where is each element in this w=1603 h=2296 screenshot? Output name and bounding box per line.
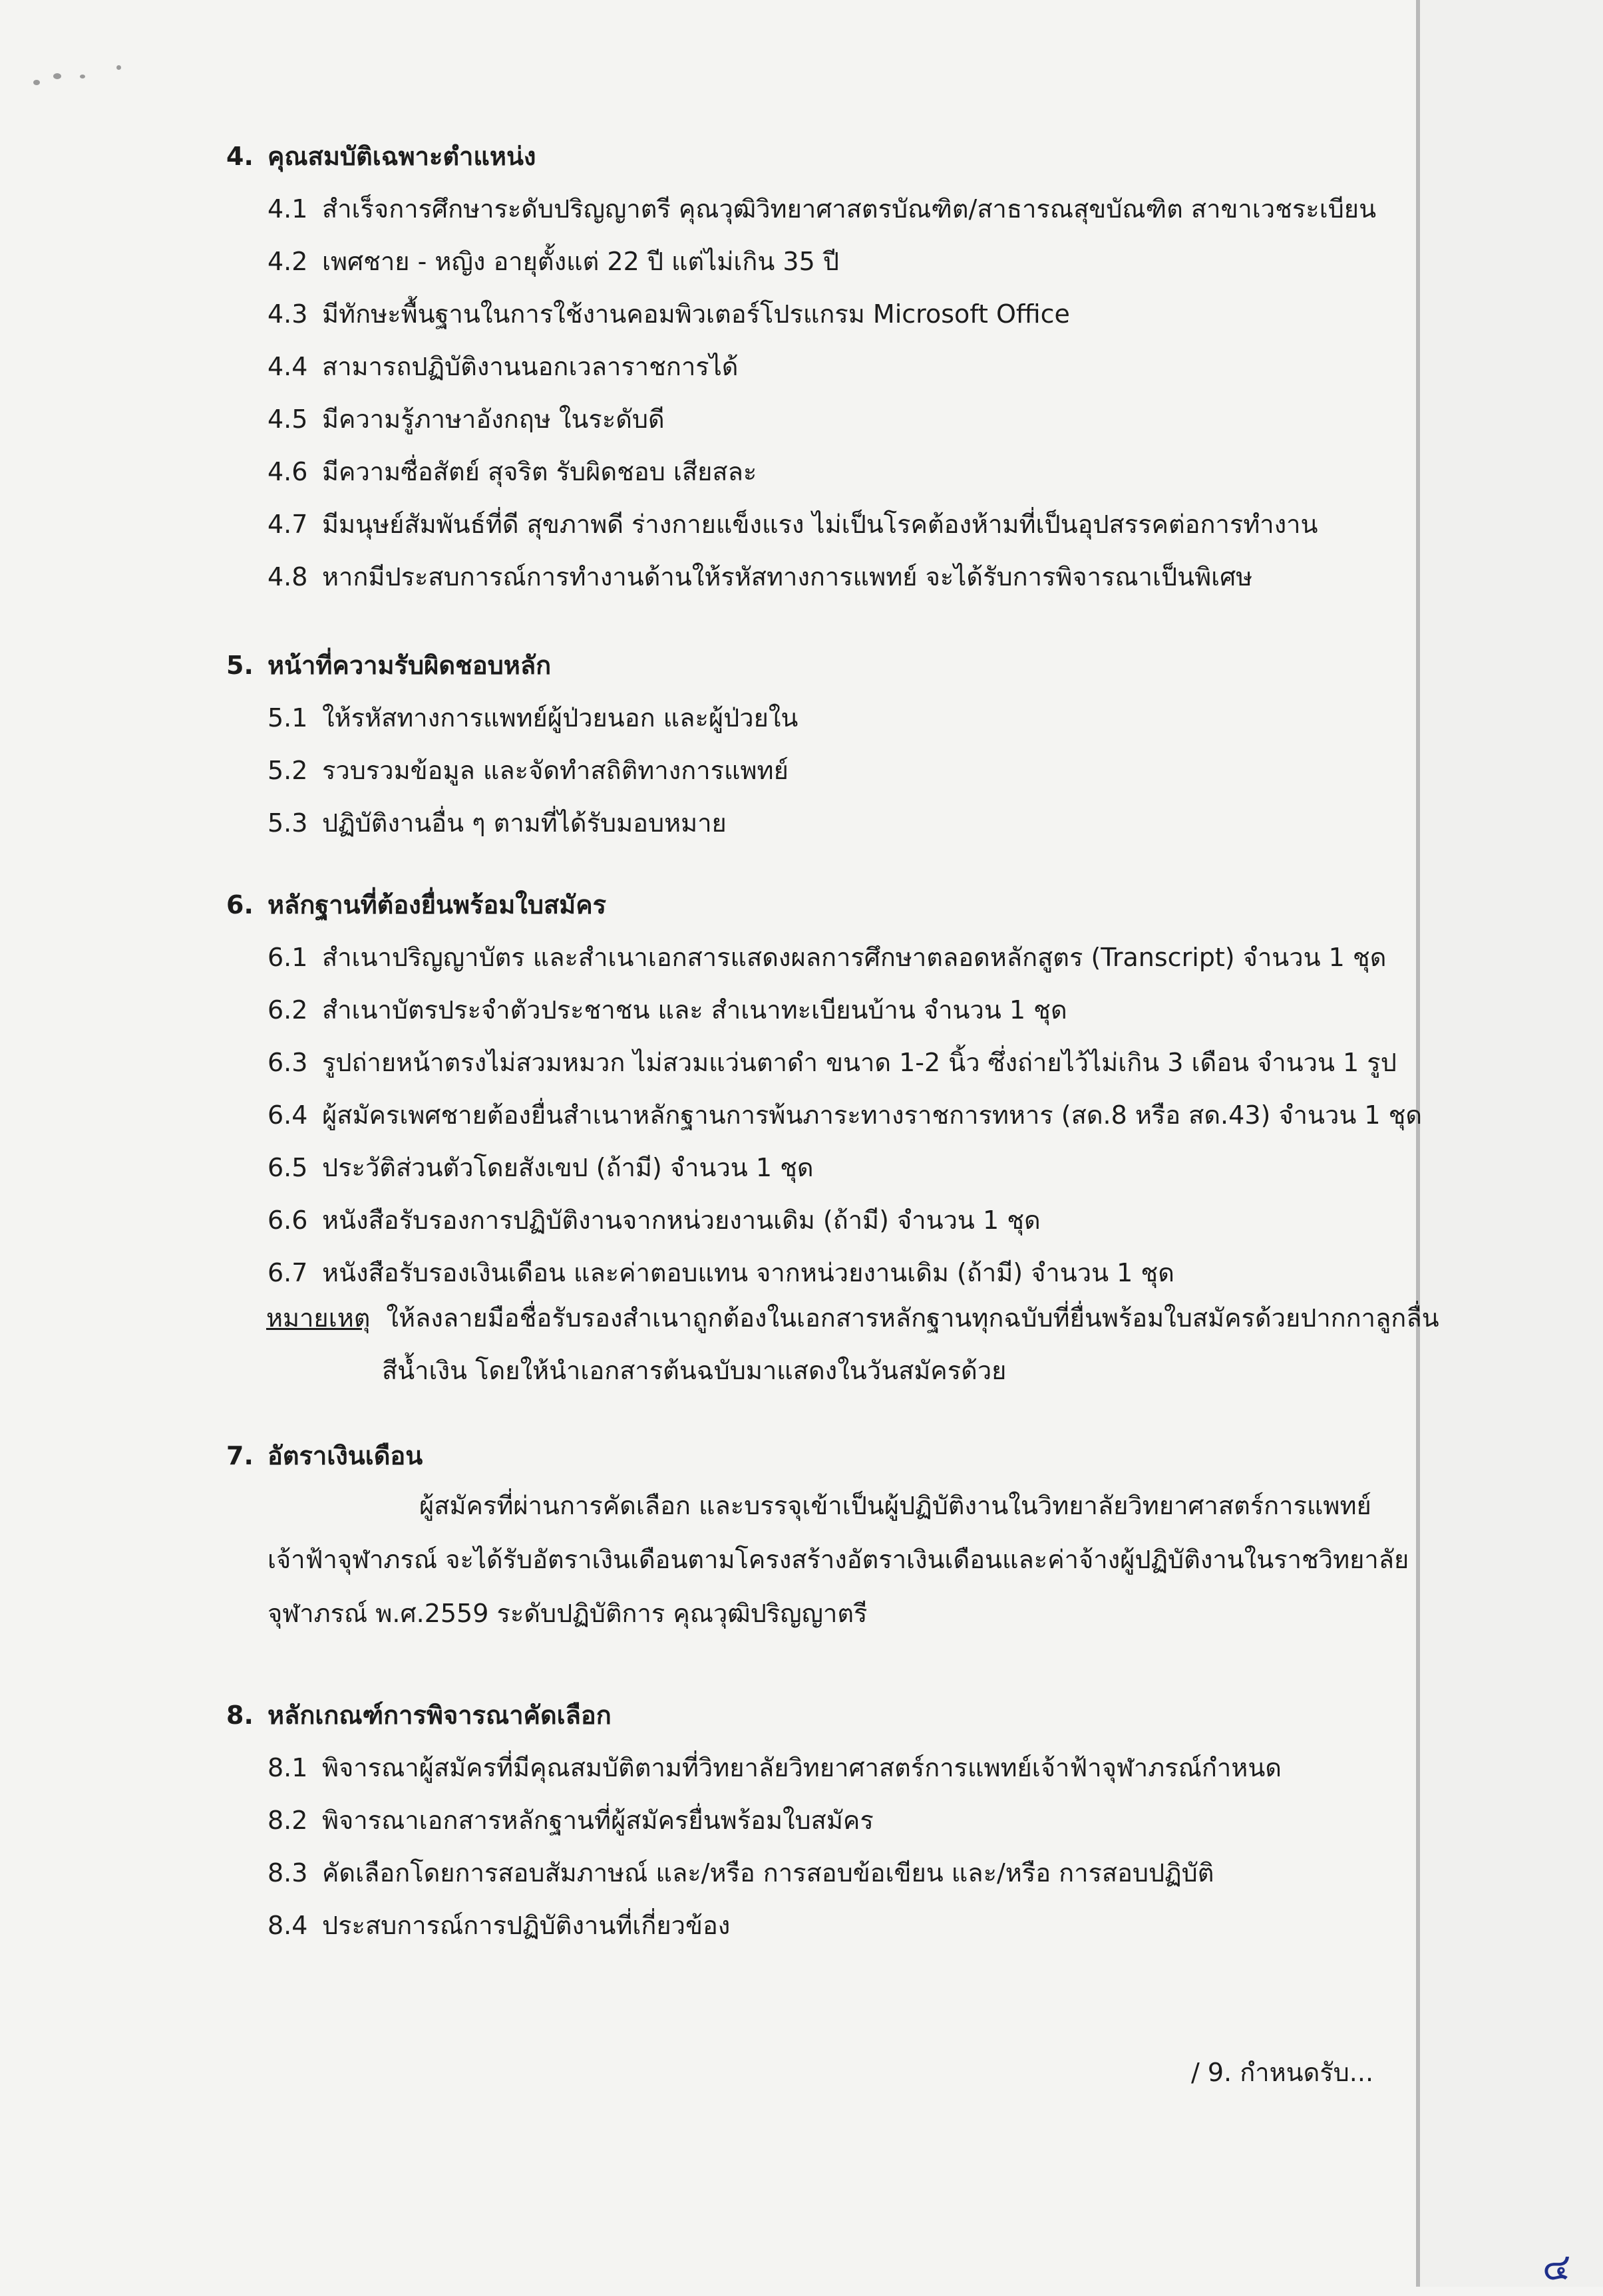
section-title: อัตราเงินเดือน [267, 1441, 423, 1470]
item-text: หากมีประสบการณ์การทำงานด้านให้รหัสทางการแพทย์ จะได้รับการพิจารณาเป็นพิเศษ [322, 562, 1253, 591]
item-number: 4.6 [267, 457, 308, 486]
item-number: 5.2 [267, 756, 308, 785]
item-text: ปฏิบัติงานอื่น ๆ ตามที่ได้รับมอบหมาย [322, 808, 727, 838]
item-text: มีทักษะพื้นฐานในการใช้งานคอมพิวเตอร์โปรแกรม Microsoft Office [322, 299, 1070, 329]
list-item [226, 931, 1417, 984]
section-number: 5. [226, 651, 254, 680]
item-number: 8.2 [267, 1806, 308, 1835]
item-text: สำเนาปริญญาบัตร และสำเนาเอกสารแสดงผลการศึกษาตลอดหลักสูตร (Transcript) จำนวน 1 ชุด [322, 943, 1387, 972]
item-text: มีมนุษย์สัมพันธ์ที่ดี สุขภาพดี ร่างกายแข็งแรง ไม่เป็นโรคต้องห้ามที่เป็นอุปสรรคต่อการทำงาน [322, 510, 1318, 539]
item-number: 6.5 [267, 1153, 308, 1182]
list-item [226, 393, 1417, 446]
remark-text: ให้ลงลายมือชื่อรับรองสำเนาถูกต้องในเอกสารหลักฐานทุกฉบับที่ยื่นพร้อมใบสมัครด้วยปากกาลูกลื่น [386, 1303, 1439, 1333]
item-number: 6.3 [267, 1048, 308, 1077]
section-heading [226, 878, 1417, 931]
item-number: 6.4 [267, 1100, 308, 1130]
list-item [226, 1037, 1417, 1089]
section-title: หน้าที่ความรับผิดชอบหลัก [267, 651, 552, 680]
item-text: ประวัติส่วนตัวโดยสังเขป (ถ้ามี) จำนวน 1 ชุด [322, 1153, 814, 1182]
item-text: หนังสือรับรองการปฏิบัติงานจากหน่วยงานเดิม (ถ้ามี) จำนวน 1 ชุด [322, 1206, 1041, 1235]
item-number: 8.3 [267, 1858, 308, 1887]
section-title: คุณสมบัติเฉพาะตำแหน่ง [267, 142, 536, 171]
section-documents [226, 878, 1423, 1299]
item-text: สำเร็จการศึกษาระดับปริญญาตรี คุณวุฒิวิทยาศาสตรบัณฑิต/สาธารณสุขบัณฑิต สาขาเวชระเบียน [322, 194, 1377, 224]
item-number: 4.5 [267, 405, 308, 434]
section-number: 6. [226, 890, 254, 919]
paragraph-line: เจ้าฟ้าจุฬาภรณ์ จะได้รับอัตราเงินเดือนตามโครงสร้างอัตราเงินเดือนและค่าจ้างผู้ปฏิบัติงานในราชวิทยาลัย [267, 1545, 1409, 1574]
page-number: ๔ [1542, 2245, 1571, 2289]
list-item [226, 744, 1417, 797]
section-heading [226, 1689, 1417, 1742]
item-number: 8.4 [267, 1911, 308, 1940]
item-text: พิจารณาเอกสารหลักฐานที่ผู้สมัครยื่นพร้อมใบสมัคร [322, 1806, 874, 1835]
section-number: 7. [226, 1441, 254, 1470]
section-title: หลักฐานที่ต้องยื่นพร้อมใบสมัคร [267, 890, 607, 919]
section-title: หลักเกณฑ์การพิจารณาคัดเลือก [267, 1701, 612, 1730]
item-number: 4.2 [267, 247, 308, 276]
item-number: 5.1 [267, 703, 308, 733]
scan-speck [33, 80, 40, 85]
item-number: 6.6 [267, 1206, 308, 1235]
scan-speck [80, 75, 85, 79]
item-number: 8.1 [267, 1753, 308, 1782]
item-text: มีความรู้ภาษาอังกฤษ ในระดับดี [322, 405, 665, 434]
continuation-reference: / 9. กำหนดรับ... [1191, 2058, 1374, 2087]
item-number: 4.7 [267, 510, 308, 539]
item-text: คัดเลือกโดยการสอบสัมภาษณ์ และ/หรือ การสอบข้อเขียน และ/หรือ การสอบปฏิบัติ [322, 1858, 1214, 1887]
item-number: 4.1 [267, 194, 308, 224]
section-responsibilities [226, 639, 1417, 850]
item-number: 6.2 [267, 995, 308, 1025]
item-text: ผู้สมัครเพศชายต้องยื่นสำเนาหลักฐานการพ้นภาระทางราชการทหาร (สด.8 หรือ สด.43) จำนวน 1 ชุด [322, 1100, 1423, 1130]
list-item [226, 183, 1417, 236]
list-item [226, 236, 1417, 288]
list-item [226, 1899, 1417, 1952]
list-item [226, 498, 1417, 551]
item-text: สำเนาบัตรประจำตัวประชาชน และ สำเนาทะเบียนบ้าน จำนวน 1 ชุด [322, 995, 1067, 1025]
salary-paragraph [267, 1479, 1412, 1641]
item-text: หนังสือรับรองเงินเดือน และค่าตอบแทน จากหน่วยงานเดิม (ถ้ามี) จำนวน 1 ชุด [322, 1258, 1174, 1287]
item-text: มีความซื่อสัตย์ สุจริต รับผิดชอบ เสียสละ [322, 457, 757, 486]
item-number: 5.3 [267, 808, 308, 838]
item-number: 4.4 [267, 352, 308, 381]
list-item [226, 984, 1417, 1037]
page-margin [1420, 0, 1603, 2287]
section-qualifications [226, 130, 1417, 603]
item-text: รูปถ่ายหน้าตรงไม่สวมหมวก ไม่สวมแว่นตาดำ ขนาด 1-2 นิ้ว ซึ่งถ่ายไว้ไม่เกิน 3 เดือน จำนวน 1 รูป [322, 1048, 1397, 1077]
list-item [226, 1194, 1417, 1247]
remark-line [266, 1345, 1411, 1397]
list-item [226, 1742, 1417, 1794]
list-item [226, 797, 1417, 850]
item-text: รวบรวมข้อมูล และจัดทำสถิติทางการแพทย์ [322, 756, 789, 785]
item-text: พิจารณาผู้สมัครที่มีคุณสมบัติตามที่วิทยาลัยวิทยาศาสตร์การแพทย์เจ้าฟ้าจุฬาภรณ์กำหนด [322, 1753, 1282, 1782]
item-number: 4.8 [267, 562, 308, 591]
remark-line [266, 1292, 1439, 1345]
item-number: 6.7 [267, 1258, 308, 1287]
list-item [226, 551, 1417, 603]
item-text: เพศชาย - หญิง อายุตั้งแต่ 22 ปี แต่ไม่เกิน 35 ปี [322, 247, 839, 276]
list-item [226, 692, 1417, 744]
section-selection-criteria [226, 1689, 1417, 1952]
paragraph-line: ผู้สมัครที่ผ่านการคัดเลือก และบรรจุเข้าเป็นผู้ปฏิบัติงานในวิทยาลัยวิทยาศาสตร์การแพทย์ [419, 1491, 1371, 1520]
remark-label: หมายเหตุ [266, 1303, 371, 1333]
item-number: 6.1 [267, 943, 308, 972]
section-heading [226, 1429, 1417, 1482]
scan-speck [116, 65, 121, 70]
item-text: สามารถปฏิบัติงานนอกเวลาราชการได้ [322, 352, 739, 381]
paragraph-line: จุฬาภรณ์ พ.ศ.2559 ระดับปฏิบัติการ คุณวุฒิปริญญาตรี [267, 1599, 868, 1628]
section-salary [226, 1429, 1417, 1482]
list-item [226, 1847, 1417, 1899]
section-heading [226, 130, 1417, 183]
scan-speck [53, 73, 61, 79]
item-text: ประสบการณ์การปฏิบัติงานที่เกี่ยวข้อง [322, 1911, 731, 1940]
section-number: 8. [226, 1701, 254, 1730]
remark-text: สีน้ำเงิน โดยให้นำเอกสารต้นฉบับมาแสดงในวันสมัครด้วย [382, 1356, 1007, 1385]
section-number: 4. [226, 142, 254, 171]
list-item [226, 1089, 1423, 1142]
list-item [226, 446, 1417, 498]
item-number: 4.3 [267, 299, 308, 329]
list-item [226, 1794, 1417, 1847]
remark-note [266, 1292, 1439, 1397]
item-text: ให้รหัสทางการแพทย์ผู้ป่วยนอก และผู้ป่วยใน [322, 703, 799, 733]
list-item [226, 1142, 1417, 1194]
list-item [226, 288, 1417, 341]
section-heading [226, 639, 1417, 692]
list-item [226, 341, 1417, 393]
